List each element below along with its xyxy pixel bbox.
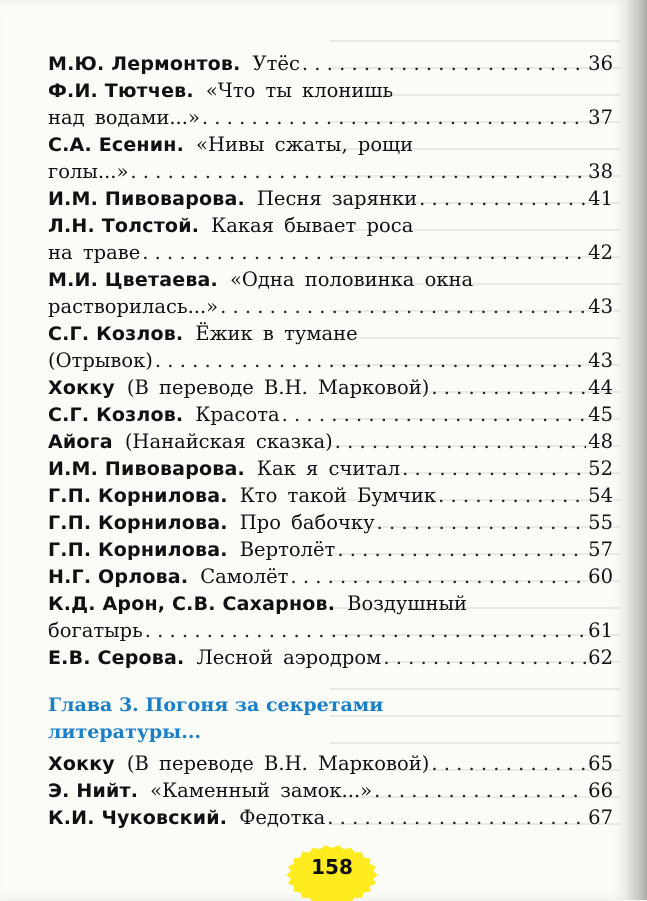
dot-leader bbox=[142, 241, 586, 264]
toc-entry-title: на траве bbox=[48, 241, 141, 264]
toc-entry[interactable] bbox=[48, 183, 613, 210]
toc-entry-line bbox=[48, 75, 613, 102]
toc-entry-page-number: 43 bbox=[588, 295, 613, 318]
toc-entry-author: Л.Н. Толстой. bbox=[48, 215, 200, 237]
table-of-contents bbox=[48, 48, 613, 829]
dot-leader bbox=[290, 565, 586, 588]
toc-entry-page-number: 62 bbox=[588, 646, 613, 669]
toc-entry[interactable] bbox=[48, 372, 613, 399]
toc-entry-title: Ёжик в тумане bbox=[195, 322, 358, 345]
toc-entry-page-number: 54 bbox=[588, 484, 613, 507]
toc-entry-author: С.Г. Козлов. bbox=[48, 404, 184, 426]
toc-entry-line bbox=[48, 156, 613, 183]
toc-entry-title: Вертолёт bbox=[239, 538, 336, 561]
dot-leader bbox=[383, 646, 586, 669]
dot-leader bbox=[438, 484, 586, 507]
toc-entry[interactable] bbox=[48, 775, 613, 802]
toc-entry-author: С.Г. Козлов. bbox=[48, 323, 184, 345]
toc-entry[interactable] bbox=[48, 318, 613, 372]
toc-entry-line bbox=[48, 129, 613, 156]
toc-entry-title: растворилась...» bbox=[48, 295, 219, 318]
toc-entry-title: (В переводе В.Н. Марковой) bbox=[126, 376, 430, 399]
toc-entry-title: (Нанайская сказка) bbox=[124, 430, 333, 453]
chapter-heading[interactable] bbox=[48, 692, 613, 746]
toc-entry[interactable] bbox=[48, 399, 613, 426]
dot-leader bbox=[374, 779, 586, 802]
toc-entry-title: «Что ты клонишь bbox=[205, 79, 394, 102]
toc-entry-line bbox=[48, 291, 613, 318]
toc-entry-page-number: 52 bbox=[588, 457, 613, 480]
toc-entry-title: богатырь bbox=[48, 619, 143, 642]
toc-entry-page-number: 38 bbox=[588, 160, 613, 183]
toc-entry[interactable] bbox=[48, 75, 613, 129]
toc-entry-title: Красота bbox=[195, 403, 280, 426]
toc-entry-line bbox=[48, 588, 613, 615]
dot-leader bbox=[431, 752, 586, 775]
toc-entry-page-number: 48 bbox=[588, 430, 613, 453]
dot-leader bbox=[337, 538, 586, 561]
toc-entry-author: М.И. Цветаева. bbox=[48, 269, 218, 291]
toc-entry[interactable] bbox=[48, 129, 613, 183]
toc-entry[interactable] bbox=[48, 748, 613, 775]
toc-entry[interactable] bbox=[48, 588, 613, 642]
toc-entry-page-number: 66 bbox=[588, 779, 613, 802]
toc-entry-line bbox=[48, 210, 613, 237]
toc-entry-page-number: 43 bbox=[588, 349, 613, 372]
toc-entry-title: Утёс bbox=[252, 52, 300, 75]
toc-entry-page-number: 45 bbox=[588, 403, 613, 426]
toc-entry-title: голы...» bbox=[48, 160, 129, 183]
toc-entry[interactable] bbox=[48, 561, 613, 588]
toc-entry-page-number: 37 bbox=[588, 106, 613, 129]
dot-leader bbox=[155, 349, 586, 372]
toc-entry-title: Как я считал bbox=[256, 457, 401, 480]
toc-entry[interactable] bbox=[48, 507, 613, 534]
toc-entry-line bbox=[48, 534, 613, 561]
toc-entry-author: Г.П. Корнилова. bbox=[48, 512, 228, 534]
dot-leader bbox=[377, 511, 587, 534]
toc-entry-author: Хокку bbox=[48, 377, 115, 399]
toc-entry-page-number: 42 bbox=[588, 241, 613, 264]
toc-entry-line bbox=[48, 399, 613, 426]
toc-entry-title: «Одна половинка окна bbox=[229, 268, 474, 291]
chapter-heading-line-1: Глава 3. Погоня за секретами bbox=[48, 694, 384, 716]
dot-leader bbox=[419, 187, 586, 210]
toc-entry[interactable] bbox=[48, 426, 613, 453]
toc-entry-line bbox=[48, 102, 613, 129]
dot-leader bbox=[402, 457, 586, 480]
toc-entry-author: Э. Нийт. bbox=[48, 780, 139, 802]
dot-leader bbox=[202, 106, 586, 129]
page-number-badge bbox=[282, 845, 382, 901]
dot-leader bbox=[335, 430, 586, 453]
dot-leader bbox=[431, 376, 586, 399]
toc-entry-line bbox=[48, 453, 613, 480]
toc-entry-author: Айога bbox=[48, 431, 113, 453]
toc-entry-line bbox=[48, 183, 613, 210]
toc-entry-page-number: 60 bbox=[588, 565, 613, 588]
toc-entry-line bbox=[48, 237, 613, 264]
toc-entry[interactable] bbox=[48, 802, 613, 829]
toc-entry-title: Федотка bbox=[239, 806, 326, 829]
toc-entry-line bbox=[48, 264, 613, 291]
toc-entry-page-number: 36 bbox=[588, 52, 613, 75]
dot-leader bbox=[302, 52, 586, 75]
toc-entry-author: Хокку bbox=[48, 753, 115, 775]
toc-entry-author: С.А. Есенин. bbox=[48, 134, 185, 156]
toc-entry-line bbox=[48, 48, 613, 75]
toc-entry-page-number: 57 bbox=[588, 538, 613, 561]
toc-entry-author: Е.В. Серова. bbox=[48, 647, 185, 669]
toc-entry-title: Кто такой Бумчик bbox=[239, 484, 437, 507]
toc-entry-line bbox=[48, 507, 613, 534]
toc-entry[interactable] bbox=[48, 480, 613, 507]
toc-entry-author: И.М. Пивоварова. bbox=[48, 188, 245, 210]
toc-entry-line bbox=[48, 642, 613, 669]
toc-entry-author: Ф.И. Тютчев. bbox=[48, 80, 194, 102]
toc-entry-line bbox=[48, 480, 613, 507]
dot-leader bbox=[130, 160, 586, 183]
toc-entry-title: «Каменный замок...» bbox=[150, 779, 373, 802]
toc-entry-line bbox=[48, 748, 613, 775]
toc-entry-title: Песня зарянки bbox=[256, 187, 418, 210]
toc-entry-title: (В переводе В.Н. Марковой) bbox=[126, 752, 430, 775]
toc-entry[interactable] bbox=[48, 453, 613, 480]
toc-entry-title: Про бабочку bbox=[239, 511, 375, 534]
toc-entry-author: И.М. Пивоварова. bbox=[48, 458, 245, 480]
toc-entry-title: Какая бывает роса bbox=[211, 214, 414, 237]
toc-entry-line bbox=[48, 561, 613, 588]
toc-entry-line bbox=[48, 615, 613, 642]
toc-entry[interactable] bbox=[48, 264, 613, 318]
toc-entry-author: Г.П. Корнилова. bbox=[48, 539, 228, 561]
toc-entry-title: «Нивы сжаты, рощи bbox=[196, 133, 414, 156]
toc-entry-line bbox=[48, 372, 613, 399]
toc-entry-author: К.Д. Арон, С.В. Сахарнов. bbox=[48, 593, 336, 615]
toc-entry-author: Г.П. Корнилова. bbox=[48, 485, 228, 507]
toc-entry[interactable] bbox=[48, 48, 613, 75]
toc-entry-line bbox=[48, 426, 613, 453]
book-binding bbox=[627, 0, 647, 900]
toc-entry-page-number: 55 bbox=[588, 511, 613, 534]
toc-entry-title: Воздушный bbox=[347, 592, 467, 615]
toc-entry[interactable] bbox=[48, 642, 613, 669]
toc-entry[interactable] bbox=[48, 534, 613, 561]
toc-entry-author: М.Ю. Лермонтов. bbox=[48, 53, 241, 75]
toc-entry-line bbox=[48, 802, 613, 829]
toc-entry-title: Лесной аэродром bbox=[196, 646, 382, 669]
toc-entry-title: над водами...» bbox=[48, 106, 200, 129]
toc-entry-page-number: 61 bbox=[588, 619, 613, 642]
dot-leader bbox=[145, 619, 586, 642]
page-number: 158 bbox=[311, 855, 353, 879]
toc-entry-page-number: 41 bbox=[588, 187, 613, 210]
toc-entry[interactable] bbox=[48, 210, 613, 264]
toc-entry-page-number: 67 bbox=[588, 806, 613, 829]
toc-entry-line bbox=[48, 318, 613, 345]
toc-entry-title: Самолёт bbox=[200, 565, 289, 588]
dot-leader bbox=[220, 295, 586, 318]
toc-entry-author: Н.Г. Орлова. bbox=[48, 566, 189, 588]
chapter-heading-line-2: литературы... bbox=[48, 721, 202, 743]
toc-entry-author: К.И. Чуковский. bbox=[48, 807, 228, 829]
toc-entry-title: (Отрывок) bbox=[48, 349, 153, 372]
toc-entry-line bbox=[48, 345, 613, 372]
dot-leader bbox=[282, 403, 587, 426]
toc-entry-page-number: 65 bbox=[588, 752, 613, 775]
toc-entry-page-number: 44 bbox=[588, 376, 613, 399]
dot-leader bbox=[327, 806, 586, 829]
toc-entry-line bbox=[48, 775, 613, 802]
